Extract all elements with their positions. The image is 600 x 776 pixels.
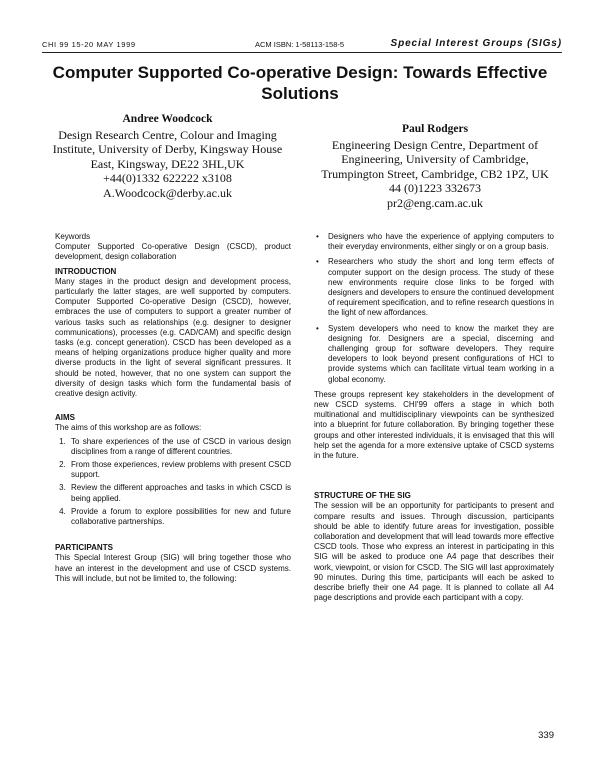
bullet-text: Researchers who study the short and long term effects of computer support on the design process. The study of these new environments require close links to be forged with designers and developers to ensure the continued development of requirement specification, and to refine research questions in the light of new affordances. — [328, 257, 554, 318]
aims-section — [55, 413, 291, 527]
header-rule — [42, 52, 562, 53]
structure-heading: STRUCTURE OF THE SIG — [314, 491, 411, 501]
author-address-line: East, Kingsway, DE22 3HL,UK — [90, 156, 245, 171]
aims-heading: AIMS — [55, 413, 75, 423]
aims-list — [55, 437, 291, 528]
author-name: Andree Woodcock — [122, 113, 213, 125]
aims-item: 4. Provide a forum to explore possibilities for new and future collaborative partnerships. — [68, 507, 291, 527]
author-affiliation-line: Engineering Design Centre, Department of — [331, 137, 539, 152]
aims-item: 3. Review the different approaches and tasks in which CSCD is being applied. — [68, 483, 291, 503]
author-block-2 — [305, 122, 565, 210]
structure-text: The session will be an opportunity for participants to present and compare results and issues. Through discussion, participants should be able to identify future areas for investigation, possible collaboration and development that will lead towards more effective CSCD tools. Those who express an interest in participating in this SIG will be asked to produce one A4 page that describes their work, viewpoint, or vision for CSCD. The SIG will last approximately 90 minutes. During this time, participants will each be asked to describe briefly their one A4 page. It is planned to collate all A4 page descriptions and provide each participant with a copy. — [314, 501, 554, 603]
bullet-icon: • — [316, 323, 319, 333]
author-affiliation-line: Engineering, University of Cambridge, — [341, 152, 529, 166]
author-email: pr2@eng.cam.ac.uk — [386, 195, 483, 210]
participants-section — [55, 543, 291, 584]
author-affiliation-line: Institute, University of Derby, Kingsway House — [52, 142, 283, 156]
bullet-icon: • — [316, 232, 319, 241]
aims-item: 2. From those experiences, review problems with present CSCD support. — [68, 460, 291, 480]
left-column — [55, 232, 291, 584]
introduction-section — [55, 267, 291, 400]
author-address-line: Trumpington Street, Cambridge, CB2 1PZ, UK — [321, 166, 549, 181]
participant-bullets — [314, 232, 554, 385]
stakeholders-text: These groups represent key stakeholders in the development of new CSCD systems. CHI'99 offers a stage in which both multinational and multidisciplinary viewpoints can be synthesized into a blueprint for future collaboration. By bringing together these groups and other interested individuals, it is envisaged that this will help set the agenda for a more extensive uptake of CSCD systems in the future. — [314, 389, 554, 461]
author-email: A.Woodcock@derby.ac.uk — [103, 185, 232, 200]
section-label: Special Interest Groups (SIGs) — [390, 38, 562, 49]
isbn-label: ACM ISBN: 1-58113-158-5 — [255, 40, 345, 49]
author-phone: 44 (0)1223 332673 — [389, 181, 481, 195]
introduction-text: Many stages in the product design and development process, particularly the latter stages, are well supported by computers. Computer Supported Co-operative Design (CSCD), however, embraces the use of computers to support a greater number of various tasks such as relationships (e.g. designer to designer communications), processes (e.g. CAD/CAM) and specific design tasks (e.g. concept generation). CSCD has been developed as a means of helping organizations produce higher quality and more diverse products in the light of several significant pressures. It should be noted, however, that no one system can support the diversity of design tasks which form the fundamental basis of creative design activity. — [55, 276, 291, 399]
keywords-text: Computer Supported Co-operative Design (CSCD), product development, design collaboration — [55, 242, 291, 262]
aims-intro: The aims of this workshop are as follows: — [55, 423, 202, 433]
participants-heading: PARTICIPANTS — [55, 543, 113, 553]
bullet-text: Designers who have the experience of applying computers to their everyday environments, either singly or on a group basis. — [328, 232, 554, 252]
bullet-text: System developers who need to know the market they are designing for. Designers are a special, discerning and challenging group for software developers. They require developers to look beyond present configurations of HCI to provide systems which can facilitate virtual team working in a global economy. — [328, 323, 554, 384]
author-block-1 — [40, 112, 295, 200]
aims-item: 1. To share experiences of the use of CSCD in various design disciplines from a range of different countries. — [68, 437, 291, 457]
bullet-icon: • — [316, 257, 319, 267]
right-column — [314, 232, 554, 604]
keywords-section — [55, 232, 291, 263]
introduction-heading: INTRODUCTION — [55, 266, 117, 276]
keywords-heading: Keywords — [55, 232, 91, 241]
running-header — [42, 38, 562, 52]
page-number: 339 — [538, 730, 554, 741]
bullet-item — [316, 257, 554, 318]
conference-label: CHI 99 15-20 MAY 1999 — [42, 40, 136, 49]
participants-text: This Special Interest Group (SIG) will bring together those who have an interest in the development and use of CSCD systems. This will include, but not be limited to, the following: — [55, 553, 291, 583]
paper-title: Computer Supported Co-operative Design: Towards Effective Solutions — [52, 63, 548, 103]
author-name: Paul Rodgers — [401, 123, 469, 135]
structure-section — [314, 491, 554, 603]
bullet-item — [316, 232, 554, 252]
author-phone: +44(0)1332 622222 x3108 — [103, 171, 232, 185]
author-affiliation-line: Design Research Centre, Colour and Imaging — [58, 127, 277, 142]
bullet-item — [316, 323, 554, 385]
